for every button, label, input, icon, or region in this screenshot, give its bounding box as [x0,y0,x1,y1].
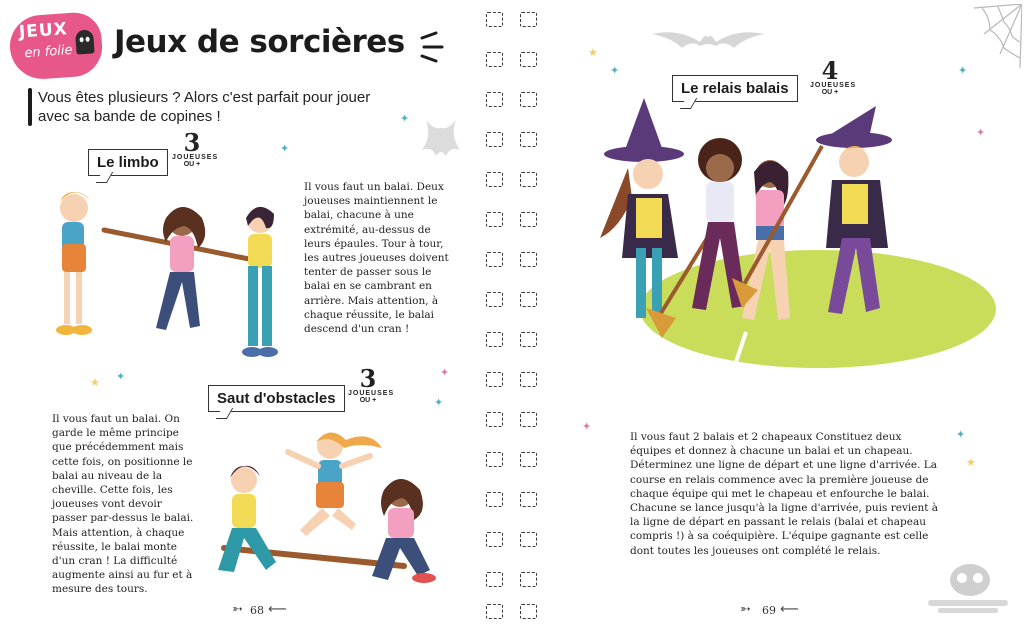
burst-lines-icon [418,30,444,64]
relay-race-illustration [592,98,922,338]
spiderweb-icon [970,4,1022,70]
dashed-box [486,92,503,107]
limbo-player-count [172,128,219,168]
chevron-right-icon: ➳ [232,602,243,617]
left-page-number: 68 [250,604,264,617]
relais-title-label: Le relais balais [672,75,798,102]
limbo-description: Il vous faut un balai. Deux joueuses maintiennent le balai, chacune à une extrémité, au-dessus de leurs épaules. Tour à tour, les autres joueuses doivent tenter de passer sous le balai en se cambrant en arrière. Mais attention, à chaque réussite, le balai descend d'un cran ! [304,181,449,336]
series-logo [8,11,104,81]
intro-accent-bar [28,88,32,126]
dashed-box [486,372,503,387]
obstacles-players-more: OU + [359,397,377,404]
relais-description: Il vous faut 2 balais et 2 chapeaux Constituez deux équipes et donnez à chacune un balai et un chapeau. Déterminez une ligne de départ et une ligne d'arrivée. La course en relais commence avec la première joueuse de chaque équipe qui met le chapeau et enfourche le balai. Chacune se lance jusqu'à la ligne d'arrivée, puis revient à la ligne de départ en passant le relais (balai et chapeau compris !) à sa coéquipière. L'équipe gagnante est celle dont toutes les joueuses ont complété le relais. [630,431,939,557]
relais-players-number: 4 [821,56,839,85]
star-icon: ✦ [610,64,620,77]
limbo-title-label: Le limbo [88,149,168,176]
star-icon: ✦ [976,126,986,139]
relais-player-count [810,56,857,96]
dashed-box [486,52,503,67]
obstacles-description: Il vous faut un balai. On garde le même principe que précédemment mais cette fois, on positionne le balai au niveau de la cheville. Cette fois, les joueuses vont devoir passer par-dessus le balai. Mais attention, à chaque réussite, le balai monte d'un cran ! La difficulté augmente ainsi au fur et à mesure des tours. [52,413,194,596]
dashed-box [520,252,537,267]
star-icon: ★ [90,376,100,389]
right-page-number: 69 [762,604,776,617]
chevron-right-icon: ➳ [740,602,751,617]
dashed-box [520,532,537,547]
dashed-box [520,604,537,619]
logo-line-1: JEUX [18,19,69,43]
limbo-players-label: JOUEUSES [172,154,219,161]
limbo-illustration [34,178,296,366]
chevron-left-icon: ⟵ [268,602,287,617]
dashed-box [520,492,537,507]
obstacles-players-number: 3 [359,364,377,393]
obstacles-illustration [204,420,454,600]
dashed-box [486,332,503,347]
dashed-box [486,252,503,267]
dashed-box [486,212,503,227]
star-icon: ★ [966,456,976,469]
logo-line-2: en folie [23,42,73,62]
star-icon: ✦ [400,112,410,125]
bat-icon [418,116,464,168]
dashed-box [520,452,537,467]
dashed-box [486,604,503,619]
dashed-box [520,412,537,427]
dashed-box [486,452,503,467]
start-line [730,330,750,370]
dashed-box [486,292,503,307]
dashed-box [486,172,503,187]
ghost-icon [75,29,95,54]
dashed-box [486,532,503,547]
dashed-box [486,412,503,427]
obstacles-title-label: Saut d'obstacles [208,385,345,412]
dashed-box [520,92,537,107]
star-icon: ✦ [956,428,966,441]
relais-players-label: JOUEUSES [810,82,857,89]
dashed-box [520,172,537,187]
star-icon: ✦ [582,420,592,433]
obstacles-players-label: JOUEUSES [348,390,395,397]
dashed-box [520,292,537,307]
page-title: Jeux de sorcières [114,24,405,60]
obstacles-player-count [348,364,395,404]
skull-icon [918,560,1018,616]
star-icon: ✦ [434,396,444,409]
dashed-box [486,492,503,507]
intro-text: Vous êtes plusieurs ? Alors c'est parfait pour jouer avec sa bande de copines ! [38,89,371,125]
dashed-box [520,332,537,347]
dashed-box [520,132,537,147]
dashed-box [520,12,537,27]
dashed-box [520,572,537,587]
chevron-left-icon: ⟵ [780,602,799,617]
star-icon: ✦ [958,64,968,77]
dashed-box [486,572,503,587]
dashed-box [520,212,537,227]
limbo-players-number: 3 [183,128,201,157]
dashed-box [520,52,537,67]
star-icon: ✦ [440,366,450,379]
dashed-box [520,372,537,387]
star-icon: ✦ [280,142,290,155]
relais-players-more: OU + [821,89,839,96]
limbo-players-more: OU + [183,161,201,168]
star-icon: ★ [588,46,598,59]
dashed-box [486,132,503,147]
star-icon: ✦ [116,370,126,383]
dashed-box [486,12,503,27]
bat-icon [648,24,768,52]
